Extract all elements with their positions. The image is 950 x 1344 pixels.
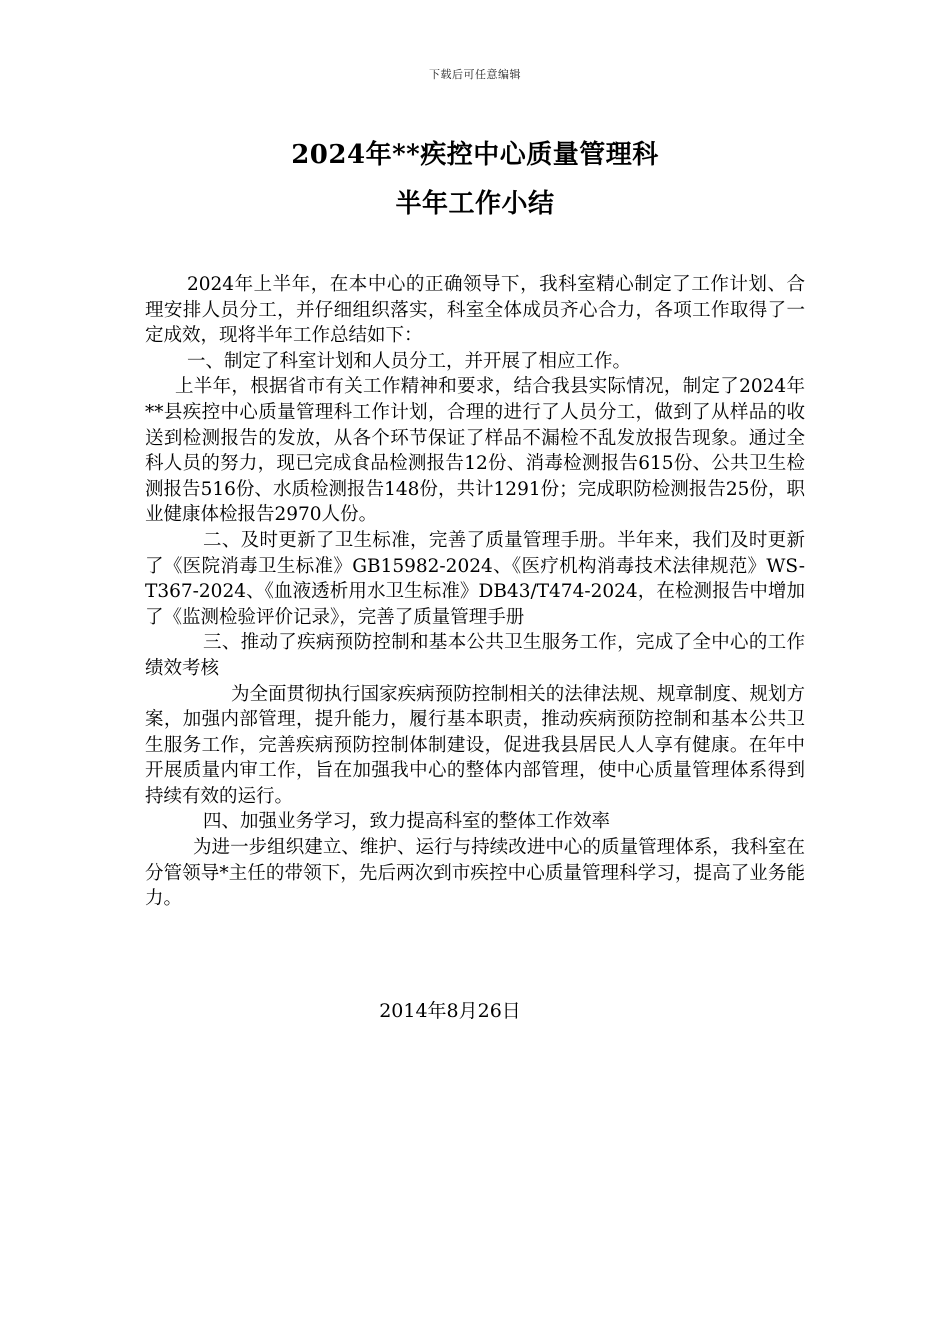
section-heading-3: 三、推动了疾病预防控制和基本公共卫生服务工作，完成了全中心的工作绩效考核	[145, 632, 805, 679]
paragraph-section-3: 为全面贯彻执行国家疾病预防控制相关的法律法规、规章制度、规划方案，加强内部管理，提升能力，履行基本职责，推动疾病预防控制和基本公共卫生服务工作，完善疾病预防控制体制建设，促进我县居民人人享有健康。在年中开展质量内审工作，旨在加强我中心的整体内部管理，使中心质量管理体系得到持续有效的运行。	[145, 683, 805, 807]
document-subtitle: 半年工作小结	[395, 189, 555, 219]
paragraph-section-4: 为进一步组织建立、维护、运行与持续改进中心的质量管理体系，我科室在分管领导*主任的带领下，先后两次到市疾控中心质量管理科学习，提高了业务能力。	[145, 837, 805, 910]
section-heading-4: 四、加强业务学习，致力提高科室的整体工作效率	[203, 811, 611, 833]
document-title: 2024年**疾控中心质量管理科	[291, 140, 659, 170]
paragraph-section-1: 上半年，根据省市有关工作精神和要求，结合我县实际情况，制定了2024年**县疾控中心质量管理科工作计划，合理的进行了人员分工，做到了从样品的收送到检测报告的发放，从各个环节保证了样品不漏检不乱发放报告现象。通过全科人员的努力，现已完成食品检测报告12份、消毒检测报告615份、公共卫生检测报告516份、水质检测报告148份，共计1291份；完成职防检测报告25份，职业健康体检报告2970人份。	[145, 376, 805, 526]
header-note: 下载后可任意编辑	[429, 68, 521, 81]
section-heading-1: 一、制定了科室计划和人员分工，并开展了相应工作。	[187, 350, 632, 372]
document-body	[145, 272, 805, 912]
paragraph-intro: 2024年上半年，在本中心的正确领导下，我科室精心制定了工作计划、合理安排人员分工，并仔细组织落实，科室全体成员齐心合力，各项工作取得了一定成效，现将半年工作总结如下：	[145, 274, 805, 347]
document-date: 2014年8月26日	[379, 1000, 521, 1022]
section-heading-2: 二、及时更新了卫生标准，完善了质量管理手册。半年来，我们及时更新了《医院消毒卫生标准》GB15982-2024、《医疗机构消毒技术法律规范》WS-T367-2024、《血液透析用水卫生标准》DB43/T474-2024，在检测报告中增加了《监测检验评价记录》，完善了质量管理手册	[145, 529, 805, 628]
